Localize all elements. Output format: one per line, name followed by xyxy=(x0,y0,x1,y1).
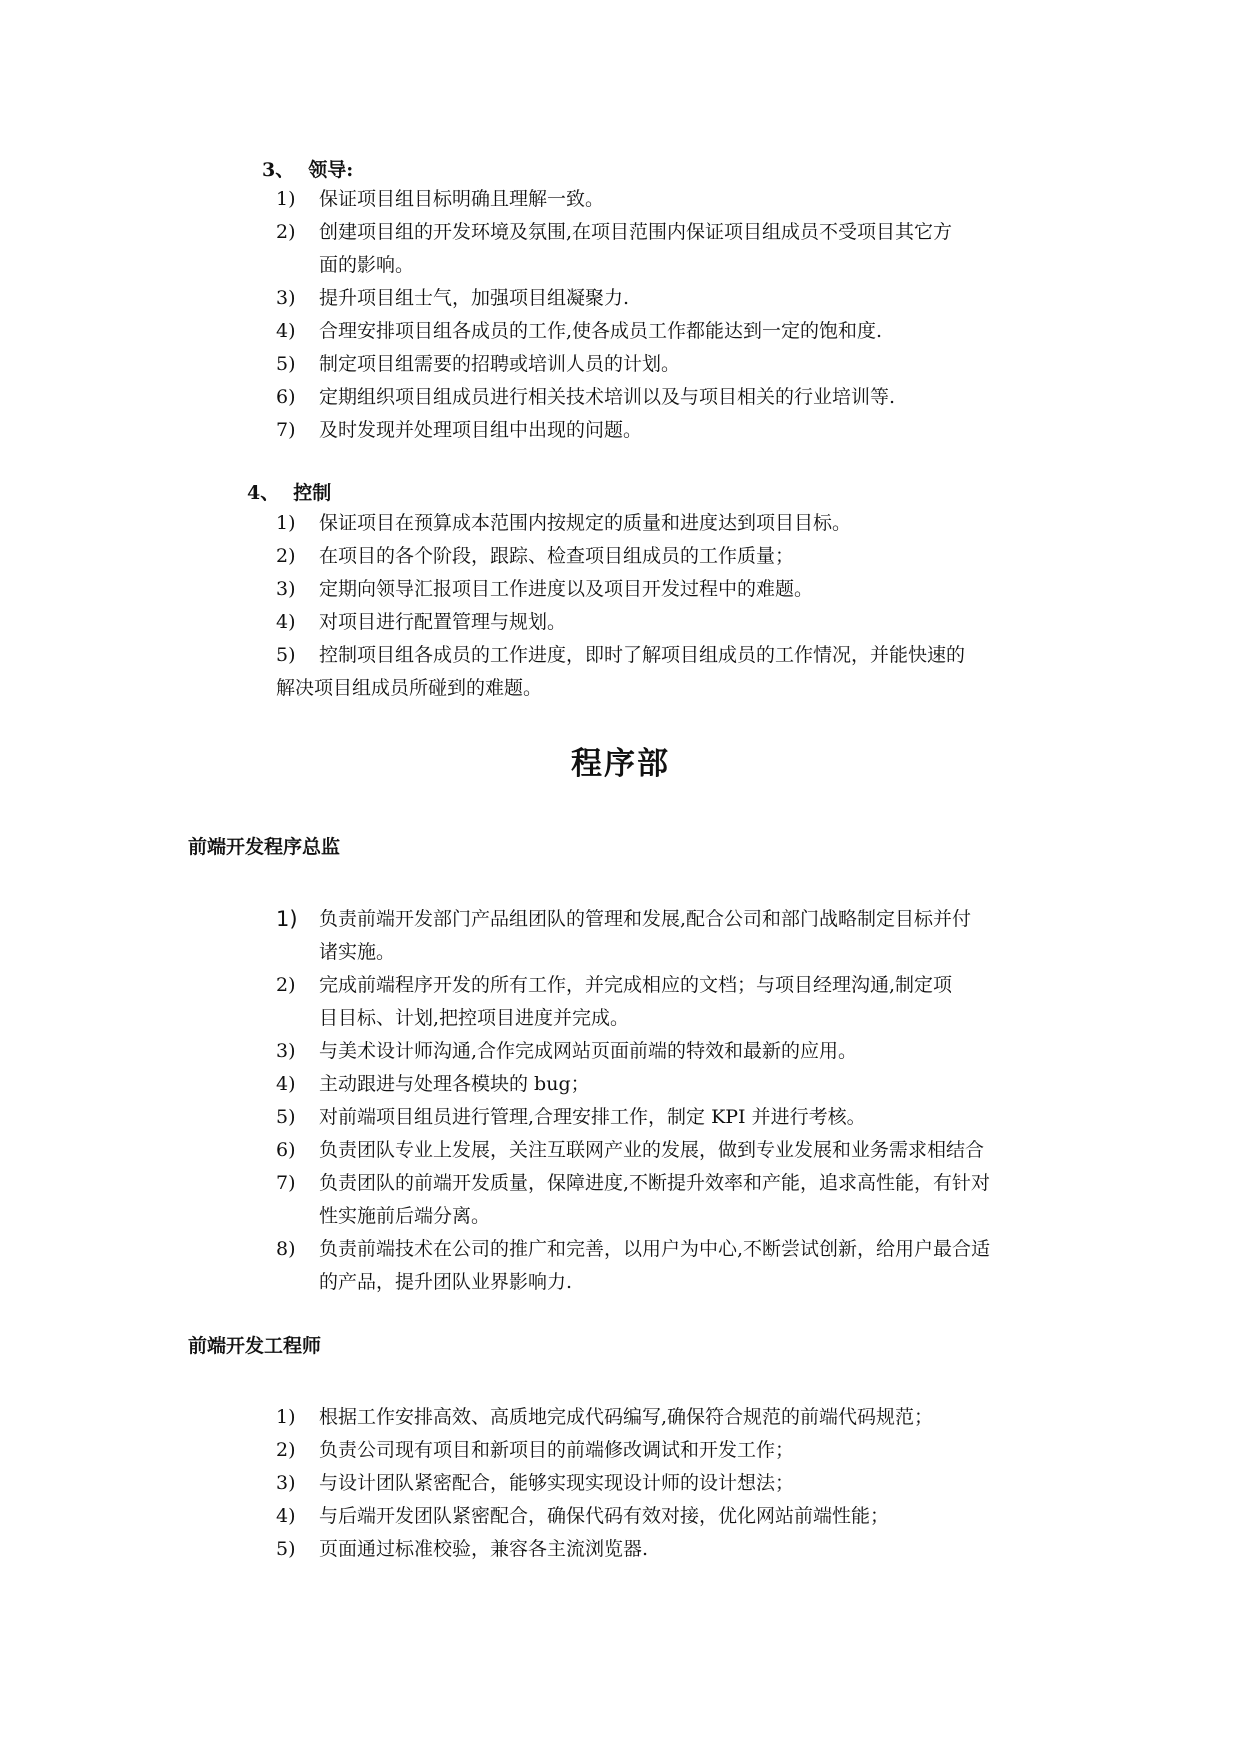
item-text: 对前端项目组员进行管理,合理安排工作，制定 KPI 并进行考核。 xyxy=(319,1106,866,1128)
item-number: 1) xyxy=(276,512,296,534)
item-text: 的产品，提升团队业界影响力. xyxy=(319,1271,573,1293)
item-number: 1) xyxy=(276,907,298,931)
item-number: 2) xyxy=(276,1439,296,1461)
section-3-title: 领导: xyxy=(308,159,354,181)
section-4-title: 控制 xyxy=(293,482,332,504)
item-text: 负责团队的前端开发质量，保障进度,不断提升效率和产能，追求高性能，有针对 xyxy=(319,1172,991,1194)
item-text: 保证项目在预算成本范围内按规定的质量和进度达到项目目标。 xyxy=(319,512,852,534)
item-number: 2) xyxy=(276,221,296,243)
item-number: 5) xyxy=(276,1106,296,1128)
section-4-heading xyxy=(247,478,331,505)
item-number: 5) xyxy=(276,353,296,375)
item-text: 主动跟进与处理各模块的 bug； xyxy=(319,1073,590,1095)
item-text: 负责团队专业上发展，关注互联网产业的发展，做到专业发展和业务需求相结合 xyxy=(319,1139,985,1161)
item-text: 合理安排项目组各成员的工作,使各成员工作都能达到一定的饱和度. xyxy=(319,320,883,342)
item-number: 1) xyxy=(276,188,296,210)
item-text: 定期组织项目组成员进行相关技术培训以及与项目相关的行业培训等. xyxy=(319,386,896,408)
item-number: 6) xyxy=(276,386,296,408)
item-text: 与设计团队紧密配合，能够实现实现设计师的设计想法； xyxy=(319,1472,795,1494)
item-number: 3) xyxy=(276,1040,296,1062)
department-title: 程序部 xyxy=(571,746,670,782)
item-text: 负责前端开发部门产品组团队的管理和发展,配合公司和部门战略制定目标并付 xyxy=(319,908,972,930)
item-number: 7) xyxy=(276,1172,296,1194)
section-4-number: 4、 xyxy=(247,482,280,504)
item-number: 5) xyxy=(276,1538,296,1560)
item-text: 解决项目组成员所碰到的难题。 xyxy=(276,677,543,699)
role-1-title: 前端开发程序总监 xyxy=(188,836,341,858)
item-number: 3) xyxy=(276,1472,296,1494)
item-text: 在项目的各个阶段，跟踪、检查项目组成员的工作质量； xyxy=(319,545,795,567)
item-text: 对项目进行配置管理与规划。 xyxy=(319,611,567,633)
item-text: 负责前端技术在公司的推广和完善，以用户为中心,不断尝试创新，给用户最合适 xyxy=(319,1238,991,1260)
item-text: 负责公司现有项目和新项目的前端修改调试和开发工作； xyxy=(319,1439,795,1461)
item-text: 控制项目组各成员的工作进度，即时了解项目组成员的工作情况，并能快速的 xyxy=(319,644,966,666)
item-text: 定期向领导汇报项目工作进度以及项目开发过程中的难题。 xyxy=(319,578,814,600)
item-text: 与美术设计师沟通,合作完成网站页面前端的特效和最新的应用。 xyxy=(319,1040,858,1062)
item-number: 4) xyxy=(276,611,296,633)
section-3-heading xyxy=(262,155,353,182)
item-text: 完成前端程序开发的所有工作，并完成相应的文档；与项目经理沟通,制定项 xyxy=(319,974,953,996)
item-text: 诸实施。 xyxy=(319,941,396,963)
item-text: 制定项目组需要的招聘或培训人员的计划。 xyxy=(319,353,681,375)
item-text: 性实施前后端分离。 xyxy=(319,1205,491,1227)
item-number: 7) xyxy=(276,419,296,441)
item-number: 6) xyxy=(276,1139,296,1161)
item-number: 3) xyxy=(276,287,296,309)
item-number: 3) xyxy=(276,578,296,600)
item-text: 根据工作安排高效、高质地完成代码编写,确保符合规范的前端代码规范； xyxy=(319,1406,934,1428)
item-number: 4) xyxy=(276,1073,296,1095)
item-text: 面的影响。 xyxy=(319,254,415,276)
item-number: 4) xyxy=(276,1505,296,1527)
item-text: 与后端开发团队紧密配合，确保代码有效对接，优化网站前端性能； xyxy=(319,1505,890,1527)
item-text: 目目标、计划,把控项目进度并完成。 xyxy=(319,1007,630,1029)
item-number: 2) xyxy=(276,545,296,567)
item-number: 1) xyxy=(276,1406,296,1428)
item-text: 提升项目组士气，加强项目组凝聚力. xyxy=(319,287,630,309)
item-number: 4) xyxy=(276,320,296,342)
item-text: 保证项目组目标明确且理解一致。 xyxy=(319,188,605,210)
section-3-number: 3、 xyxy=(262,159,295,181)
role-2-title: 前端开发工程师 xyxy=(188,1335,322,1357)
item-number: 5) xyxy=(276,644,296,666)
item-number: 8) xyxy=(276,1238,296,1260)
item-text: 及时发现并处理项目组中出现的问题。 xyxy=(319,419,643,441)
item-text: 页面通过标准校验，兼容各主流浏览器. xyxy=(319,1538,649,1560)
item-text: 创建项目组的开发环境及氛围,在项目范围内保证项目组成员不受项目其它方 xyxy=(319,221,953,243)
item-number: 2) xyxy=(276,974,296,996)
